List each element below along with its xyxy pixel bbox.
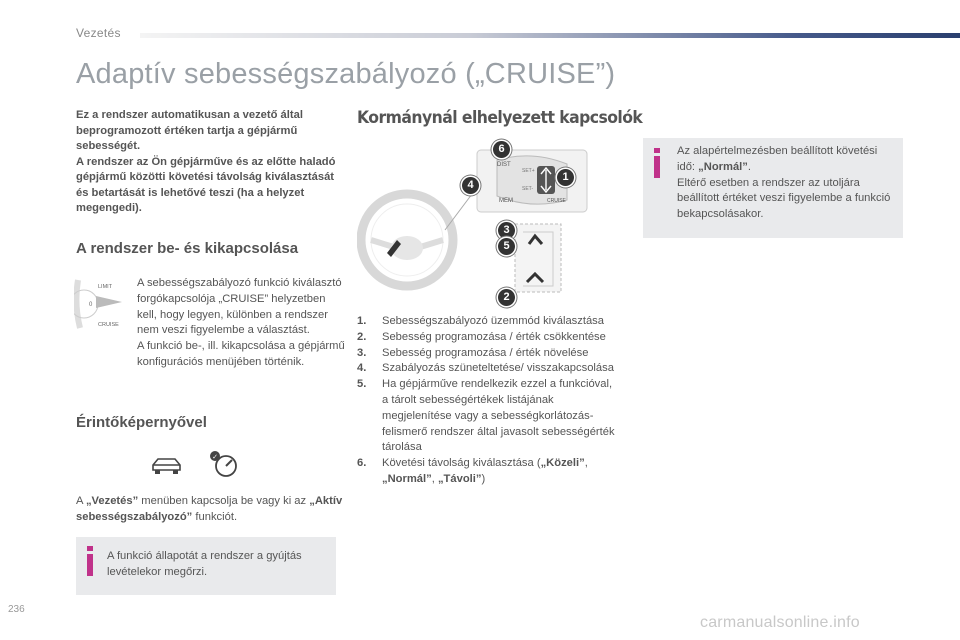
intro-paragraph-2: A rendszer az Ön gépjárművе és az előtte haladó gépjármű közötti követési távolság kiválasztását és betartását is lehetővé teszi (ha a helyzet megengedi). — [76, 155, 336, 214]
callout-1: 1 — [557, 169, 574, 186]
car-icon — [150, 455, 184, 477]
touch-text-suffix: funkciót. — [192, 510, 238, 523]
selector-cruise-label: CRUISE — [98, 322, 119, 328]
item-number: 1. — [357, 315, 367, 327]
callout-3: 3 — [498, 222, 515, 239]
cruise-selector-illustration — [74, 276, 136, 332]
touch-text-prefix: A — [76, 495, 86, 507]
intro-text — [76, 108, 341, 217]
item-number: 6. — [357, 457, 367, 470]
list-item — [357, 361, 617, 377]
info-icon-bar — [654, 156, 660, 178]
item-number: 4. — [357, 362, 367, 375]
list-item — [357, 330, 617, 346]
function-name: „Aktív sebességszabályozó” — [76, 495, 343, 523]
selector-zero-label: 0 — [89, 302, 93, 308]
info-icon — [654, 148, 660, 153]
selector-limit-label: LIMIT — [98, 284, 113, 290]
item-text: Ha gépjárművе rendelkezik ezzel a funkcióval, a tárolt sebességértékek listájának megjelenítése vagy a sebességkorlátozás-felismerő rendszer által javasolt sebességérték tárolása — [382, 378, 615, 454]
stalk-cruise-label: CRUISE — [547, 198, 566, 204]
item-text — [382, 456, 617, 488]
intro-paragraph-1: Ez a rendszer automatikusan a vezető által beprogramozott értéken tartja a gépjármű sebességét. — [76, 109, 303, 152]
item-text: Szabályozás szüneteltetése/ visszakapcsolása — [382, 362, 614, 375]
controls-heading: Kormánynál elhelyezett kapcsolók — [357, 108, 643, 128]
stalk-set-minus-label: SET- — [522, 186, 534, 192]
steering-wheel-controls-illustration — [357, 140, 627, 310]
controls-list — [357, 314, 617, 488]
stalk-mem-label: MEM — [499, 198, 513, 204]
onoff-text-1: A sebességszabályozó funkció kiválasztó forgókapcsolója „CRUISE” helyzetben kell, hogy legyen, különben a rendszer nem veszi figyelembe a választást. — [137, 277, 342, 337]
info-note-left-text: A funkció állapotát a rendszer a gyújtás levételekor megőrzi. — [107, 550, 302, 578]
list-item — [357, 314, 617, 330]
info-icon-bar — [87, 554, 93, 576]
vezetes-menu-name: „Vezetés” — [85, 495, 139, 507]
item6-prefix: Követési távolság kiválasztása ( — [382, 457, 541, 470]
item6-sep: , — [431, 472, 438, 485]
item-text: Sebességszabályozó üzemmód kiválasztása — [382, 315, 605, 327]
watermark: carmanualsonline.info — [700, 614, 860, 631]
svg-text:✓: ✓ — [212, 454, 218, 461]
callout-5: 5 — [498, 238, 515, 255]
touch-text-mid: menüben kapcsolja be vagy ki az — [138, 495, 310, 507]
list-item — [357, 346, 617, 362]
onoff-text-2: A funkció be-, ill. kikapcsolása a gépjármű konfigurációs menüjében történik. — [137, 340, 345, 368]
item-number: 3. — [357, 346, 367, 359]
item-text: Sebesség programozása / érték növelése — [382, 346, 589, 359]
onoff-heading: A rendszer be- és kikapcsolása — [76, 240, 299, 257]
info-icon — [87, 546, 93, 551]
stalk-set-plus-label: SET+ — [522, 168, 535, 174]
option-near: „Közeli” — [540, 457, 585, 470]
page-number: 236 — [8, 604, 25, 615]
item-number: 5. — [357, 378, 367, 391]
onoff-text — [137, 276, 347, 371]
info-note-right-text — [677, 144, 895, 223]
info-note-left — [76, 537, 336, 595]
option-normal: „Normál” — [382, 472, 432, 485]
callout-6: 6 — [493, 141, 510, 158]
callout-2: 2 — [498, 289, 515, 306]
note-right-line1: Az alapértelmezésben beállított követési idő: — [677, 145, 878, 173]
list-item — [357, 377, 617, 456]
item-number: 2. — [357, 330, 367, 343]
section-label: Vezetés — [76, 26, 121, 40]
item-text: Sebesség programozása / érték csökkentése — [382, 330, 606, 343]
default-value: „Normál” — [698, 160, 748, 173]
item6-sep: , — [584, 457, 588, 470]
page-title: Adaptív sebességszabályozó („CRUISE”) — [76, 58, 616, 90]
stalk-dist-label: DIST — [497, 162, 511, 168]
info-note-right — [643, 138, 903, 238]
touchscreen-text — [76, 494, 351, 526]
callout-4: 4 — [462, 177, 479, 194]
note-right-line2: Eltérő esetben a rendszer az utoljára beállított értéket veszi figyelembe a funkció bekapcsolásakor. — [677, 176, 891, 221]
header-bar — [140, 33, 960, 38]
list-item — [357, 456, 617, 488]
item6-suffix: ) — [481, 472, 486, 485]
touchscreen-heading: Érintőképernyővel — [76, 414, 207, 431]
option-far: „Távoli” — [437, 472, 482, 485]
adaptive-cruise-icon — [206, 450, 242, 478]
note-right-period: . — [747, 160, 751, 173]
